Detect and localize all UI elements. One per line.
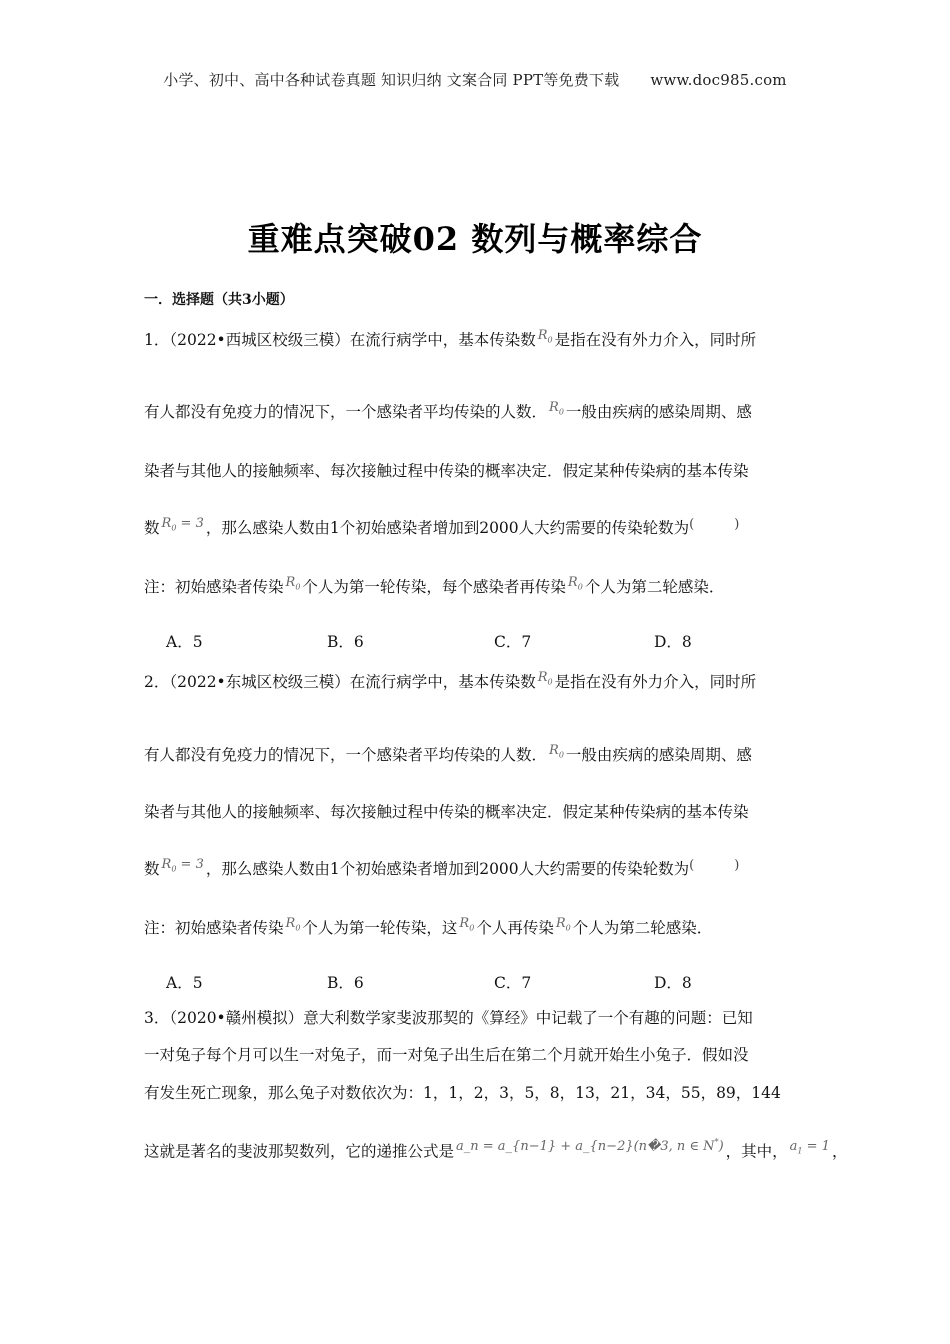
- q1-line-2: 有人都没有免疫力的情况下，一个感染者平均传染的人数． $^{R_0}$ 一般由疾病的感染周期、感: [144, 400, 752, 421]
- r0-equation: R0 = 3: [161, 857, 204, 874]
- q1-line-3: 染者与其他人的接触频率、每次接触过程中传染的概率决定．假定某种传染病的基本传染: [144, 462, 749, 480]
- q1-option-b[interactable]: B．6: [327, 633, 364, 651]
- q2-line-3: 染者与其他人的接触频率、每次接触过程中传染的概率决定．假定某种传染病的基本传染: [144, 803, 749, 821]
- q2-option-c[interactable]: C．7: [494, 974, 532, 992]
- q1-line-1: 1．（2022•西城区校级三模）在流行病学中，基本传染数 $^{R_0}$ 是指在没有外力介入，同时所: [144, 328, 757, 349]
- r0-formula: R0: [549, 743, 564, 760]
- q2-option-d[interactable]: D．8: [654, 974, 692, 992]
- r0-formula: R0: [459, 916, 475, 933]
- q3-line-4: 这就是著名的斐波那契数列，它的递推公式是 $^{a\_n = a\_\{n-1\} + a\_\{n-2\}(n�3, n \in N^*)}$ ，其中， $^{a_1 = 1}$ ，: [144, 1138, 848, 1161]
- section-heading: 一．选择题（共3小题）: [144, 292, 294, 308]
- q2-options: [166, 971, 766, 991]
- q2-line-1: 2．（2022•东城区校级三模）在流行病学中，基本传染数 $^{R_0}$ 是指在没有外力介入，同时所: [144, 670, 757, 691]
- r0-formula: R0: [567, 575, 583, 592]
- q2-line-4: 数 $^{R_0 = 3}$ ，那么感染人数由1个初始感染者增加到2000人大约需要的传染轮数为( ): [144, 857, 740, 878]
- q2-line-5: 注：初始感染者传染 $^{R_0}$ 个人为第一轮传染，这 $^{R_0}$ 个人再传染 $^{R_0}$ 个人为第二轮感染．: [144, 916, 713, 937]
- r0-formula: R0: [537, 328, 553, 345]
- q1-option-d[interactable]: D．8: [654, 633, 692, 651]
- r0-formula: R0: [549, 400, 564, 417]
- r0-formula: R0: [285, 575, 301, 592]
- header-site-link[interactable]: www.doc985.com: [650, 71, 787, 89]
- a1-equation: a1 = 1: [789, 1139, 830, 1156]
- r0-formula: R0: [555, 916, 571, 933]
- answer-blank: ( ): [689, 858, 740, 873]
- page-header: [0, 69, 950, 90]
- r0-equation: R0 = 3: [161, 516, 204, 533]
- r0-formula: R0: [537, 670, 553, 687]
- header-text: 小学、初中、高中各种试卷真题 知识归纳 文案合同 PPT等免费下载: [163, 71, 620, 89]
- q2-line-2: 有人都没有免疫力的情况下，一个感染者平均传染的人数． $^{R_0}$ 一般由疾病的感染周期、感: [144, 743, 752, 764]
- q1-option-a[interactable]: A．5: [166, 633, 203, 651]
- q3-line-2: 一对兔子每个月可以生一对兔子，而一对兔子出生后在第二个月就开始生小兔子．假如没: [144, 1046, 749, 1064]
- q3-line-1: 3．（2020•赣州模拟）意大利数学家斐波那契的《算经》中记载了一个有趣的问题：已知: [144, 1009, 753, 1027]
- q1-options: [166, 630, 766, 650]
- q2-option-a[interactable]: A．5: [166, 974, 203, 992]
- answer-blank: ( ): [689, 517, 740, 532]
- recurrence-formula: a_n = a_{n−1} + a_{n−2}(n�3, n ∈ N*): [456, 1138, 724, 1155]
- q2-option-b[interactable]: B．6: [327, 974, 364, 992]
- q1-option-c[interactable]: C．7: [494, 633, 532, 651]
- q3-line-3: 有发生死亡现象，那么兔子对数依次为：1，1，2，3，5，8，13，21，34，55，89，144: [144, 1084, 781, 1102]
- r0-formula: R0: [285, 916, 301, 933]
- q1-line-5: 注：初始感染者传染 $^{R_0}$ 个人为第一轮传染，每个感染者再传染 $^{R_0}$ 个人为第二轮感染．: [144, 575, 725, 596]
- q1-line-4: 数 $^{R_0 = 3}$ ，那么感染人数由1个初始感染者增加到2000人大约需要的传染轮数为( ): [144, 516, 740, 537]
- page-title: 重难点突破02 数列与概率综合: [247, 220, 703, 258]
